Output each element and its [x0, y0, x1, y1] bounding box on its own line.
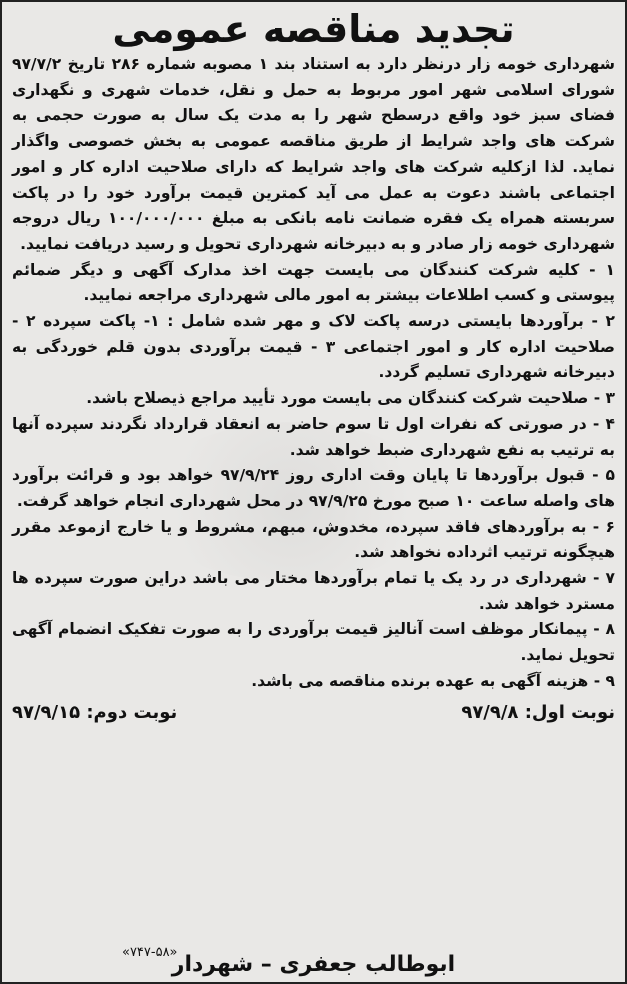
reference-code: «۷۴۷-۵۸» — [122, 945, 178, 960]
list-item: ۲ - برآوردها بایستی درسه پاکت لاک و مهر شده شامل : ۱- پاکت سپرده ۲ - صلاحیت اداره کار و امور اجتماعی ۳ - قیمت برآوردی بدون قلم خوردگی به دبیرخانه شهرداری تسلیم گردد. — [12, 312, 615, 382]
list-item: ۱ - کلیه شرکت کنندگان می بایست جهت اخذ مدارک آگهی و دیگر ضمائم پیوستی و کسب اطلاعات بیشتر به امور مالی شهرداری مراجعه نمایید. — [12, 260, 615, 305]
list-item: ۵ - قبول برآوردها تا پایان وقت اداری روز ۹۷/۹/۲۴ خواهد بود و قرائت برآورد های واصله ساعت ۱۰ صبح مورخ ۹۷/۹/۲۵ در محل شهرداری انجام خواهد گرفت. — [12, 466, 615, 510]
list-item: ۷ - شهرداری در رد یک یا تمام برآوردها مختار می باشد دراین صورت سپرده ها مسترد خواهد شد. — [12, 569, 615, 613]
list-item: ۳ - صلاحیت شرکت کنندگان می بایست مورد تأیید مراجع ذیصلاح باشد. — [86, 389, 615, 408]
intro-paragraph: شهرداری خومه زار درنظر دارد به استناد بند ۱ مصوبه شماره ۲۸۶ تاریخ ۹۷/۷/۲ شورای اسلامی شهر امور مربوط به حمل و نقل، خدمات شهری و نگهداری فضای سبز خود واقع درسطح شهر را به مدت یک سال به صورت حجمی به شرکت های واجد شرایط از طریق مناقصه عمومی به بخش خصوصی واگذار نماید. لذا ازکلیه شرکت های واجد شرایط که دارای صلاحیت اداره کار و امور اجتماعی باشند دعوت به عمل می آید کمترین قیمت برآورد خود را در پاکت سربسته همراه یک فقره ضمانت نامه بانکی به مبلغ ۱۰۰/۰۰۰/۰۰۰ ریال دروجه شهرداری خومه زار صادر و به دبیرخانه شهرداری تحویل و رسید دریافت نمایید. — [12, 55, 616, 253]
list-item: ۶ - به برآوردهای فاقد سپرده، مخدوش، مبهم، مشروط و یا خارج ازموعد مقرر هیچگونه ترتیب اثرداده نخواهد شد. — [12, 517, 615, 562]
list-item: ۴ - در صورتی که نفرات اول تا سوم حاضر به انعقاد قرارداد نگردند سپرده آنها به ترتیب به نفع شهرداری ضبط خواهد شد. — [12, 414, 615, 459]
notice-body — [12, 52, 615, 948]
publication-dates — [12, 699, 615, 727]
signature: ابوطالب جعفری – شهردار — [171, 952, 456, 977]
first-date: نوبت اول: ۹۷/۹/۸ — [461, 701, 615, 723]
list-item: ۸ - پیمانکار موظف است آنالیز قیمت برآوردی را به صورت تفکیک انضمام آگهی تحویل نماید. — [12, 620, 615, 665]
second-date: نوبت دوم: ۹۷/۹/۱۵ — [12, 701, 178, 723]
conditions-list — [12, 258, 615, 695]
list-item: ۹ - هزینه آگهی به عهده برنده مناقصه می باشد. — [251, 671, 615, 690]
page-title: تجدید مناقصه عمومی — [112, 7, 515, 51]
